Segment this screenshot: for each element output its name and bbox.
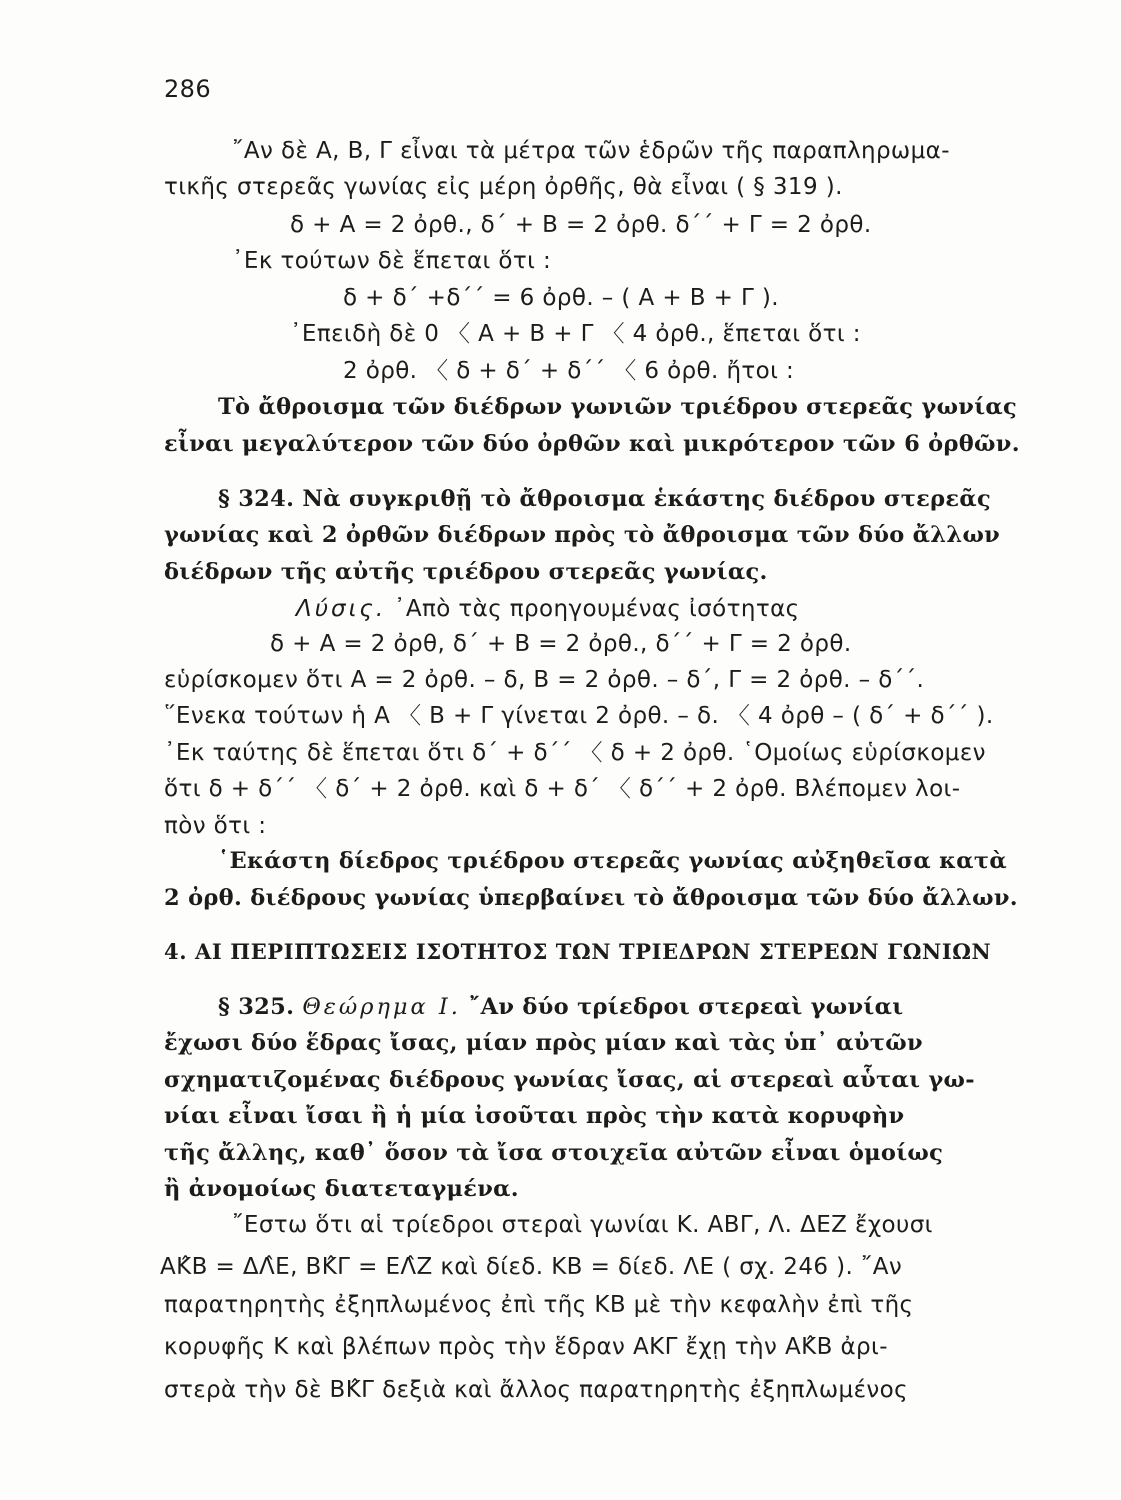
theorem-statement-line: Τὸ ἄθροισμα τῶν διέδρων γωνιῶν τριέδρου στερεᾶς γωνίας <box>218 394 1018 420</box>
text-line: ῞Ενεκα τούτων ἡ Α 〈 Β + Γ γίνεται 2 ὀρθ. – δ. 〈 4 ὀρθ – ( δ΄ + δ΄΄ ). <box>164 703 994 729</box>
text-line: ᾽Εκ ταύτης δὲ ἕπεται ὅτι δ΄ + δ΄΄ 〈 δ + 2 ὀρθ. ῾Ομοίως εὑρίσκομεν <box>164 740 986 766</box>
theorem-statement-line: τῆς ἄλλης, καθ᾽ ὅσον τὰ ἴσα στοιχεῖα αὐτῶν εἶναι ὁμοίως <box>164 1140 944 1166</box>
problem-statement-line: γωνίας καὶ 2 ὀρθῶν διέδρων πρὸς τὸ ἄθροισμα τῶν δύο ἄλλων <box>164 522 1001 548</box>
theorem-statement-line: σχηματιζομένας διέδρους γωνίας ἴσας, αἱ στερεαὶ αὗται γω- <box>164 1067 975 1093</box>
theorem-statement-line: ἢ ἀνομοίως διατεταγμένα. <box>164 1176 519 1202</box>
solution-text: ᾽Απὸ τὰς προηγουμένας ἰσότητας <box>386 596 800 622</box>
proof-line: κορυφῆς Κ καὶ βλέπων πρὸς τὴν ἕδραν ΑΚΓ ἔχῃ τὴν ΑΚ̂Β ἀρι- <box>164 1334 888 1360</box>
text-line: ὅτι δ + δ΄΄ 〈 δ΄ + 2 ὀρθ. καὶ δ + δ΄ 〈 δ΄΄ + 2 ὀρθ. Βλέπομεν λοι- <box>164 776 961 802</box>
section-heading: 4. ΑΙ ΠΕΡΙΠΤΩΣΕΙΣ ΙΣΟΤΗΤΟΣ ΤΩΝ ΤΡΙΕΔΡΩΝ ΣΤΕΡΕΩΝ ΓΩΝΙΩΝ <box>164 939 992 964</box>
theorem-statement-line: νίαι εἶναι ἴσαι ἢ ἡ μία ἰσοῦται πρὸς τὴν κατὰ κορυφὴν <box>164 1103 905 1129</box>
formula-line: δ + δ΄ +δ΄΄ = 6 ὀρθ. – ( Α + Β + Γ ). <box>343 285 779 311</box>
conclusion-line: 2 ὀρθ. διέδρους γωνίας ὑπερβαίνει τὸ ἄθροισμα τῶν δύο ἄλλων. <box>164 885 1018 911</box>
formula-line: 2 ὀρθ. 〈 δ + δ΄ + δ΄΄ 〈 6 ὀρθ. ἤτοι : <box>343 358 795 384</box>
theorem-text: ῎Αν δύο τρίεδροι στερεαὶ γωνίαι <box>469 994 904 1020</box>
section-number: § 325. <box>218 994 295 1020</box>
text-line: ᾽Επειδὴ δὲ 0 〈 Α + Β + Γ 〈 4 ὀρθ., ἕπεται ὅτι : <box>290 321 861 347</box>
proof-line: στερὰ τὴν δὲ ΒΚ̂Γ δεξιὰ καὶ ἄλλος παρατηρητὴς ἐξηπλωμένος <box>164 1377 909 1403</box>
solution-label: Λύσις. <box>296 596 387 622</box>
solution-line <box>296 594 800 624</box>
theorem-statement-line: ἔχωσι δύο ἕδρας ἴσας, μίαν πρὸς μίαν καὶ τὰς ὑπ᾽ αὐτῶν <box>164 1030 923 1056</box>
proof-line: ΑΚ̂Β = ΔΛ̂Ε, ΒΚ̂Γ = ΕΛ̂Ζ καὶ δίεδ. ΚΒ = δίεδ. ΛΕ ( σχ. 246 ). ῎Αν <box>160 1254 903 1280</box>
theorem-label: Θεώρημα Ι. <box>302 994 461 1020</box>
conclusion-line: ῾Εκάστη δίεδρος τριέδρου στερεᾶς γωνίας αὐξηθεῖσα κατὰ <box>218 848 1007 874</box>
text-line: τικῆς στερεᾶς γωνίας εἰς μέρη ὀρθῆς, θὰ εἶναι ( § 319 ). <box>164 174 843 200</box>
proof-line: ῎Εστω ὅτι αἱ τρίεδροι στεραὶ γωνίαι Κ. ΑΒΓ, Λ. ΔΕΖ ἔχουσι <box>232 1212 933 1238</box>
formula-line: δ + Α = 2 ὀρθ., δ΄ + Β = 2 ὀρθ. δ΄΄ + Γ = 2 ὀρθ. <box>290 212 872 238</box>
theorem-heading-line <box>218 992 903 1022</box>
page-number: 286 <box>164 75 212 103</box>
text-line: εὑρίσκομεν ὅτι Α = 2 ὀρθ. – δ, Β = 2 ὀρθ. – δ΄, Γ = 2 ὀρθ. – δ΄΄. <box>164 667 925 693</box>
text-line: πὸν ὅτι : <box>164 813 267 839</box>
theorem-statement-line: εἶναι μεγαλύτερον τῶν δύο ὀρθῶν καὶ μικρότερον τῶν 6 ὀρθῶν. <box>164 431 1020 457</box>
text-line: ᾽Εκ τούτων δὲ ἕπεται ὅτι : <box>232 248 552 274</box>
problem-statement-line: διέδρων τῆς αὐτῆς τριέδρου στερεᾶς γωνίας. <box>164 559 768 585</box>
proof-line: παρατηρητὴς ἐξηπλωμένος ἐπὶ τῆς ΚΒ μὲ τὴν κεφαλὴν ἐπὶ τῆς <box>164 1292 914 1318</box>
text-line: ῎Αν δὲ Α, Β, Γ εἶναι τὰ μέτρα τῶν ἑδρῶν τῆς παραπληρωμα- <box>232 138 950 164</box>
formula-line: δ + Α = 2 ὀρθ, δ΄ + Β = 2 ὀρθ., δ΄΄ + Γ = 2 ὀρθ. <box>270 631 852 657</box>
problem-statement-line: § 324. Νὰ συγκριθῇ τὸ ἄθροισμα ἑκάστης διέδρου στερεᾶς <box>218 486 992 512</box>
